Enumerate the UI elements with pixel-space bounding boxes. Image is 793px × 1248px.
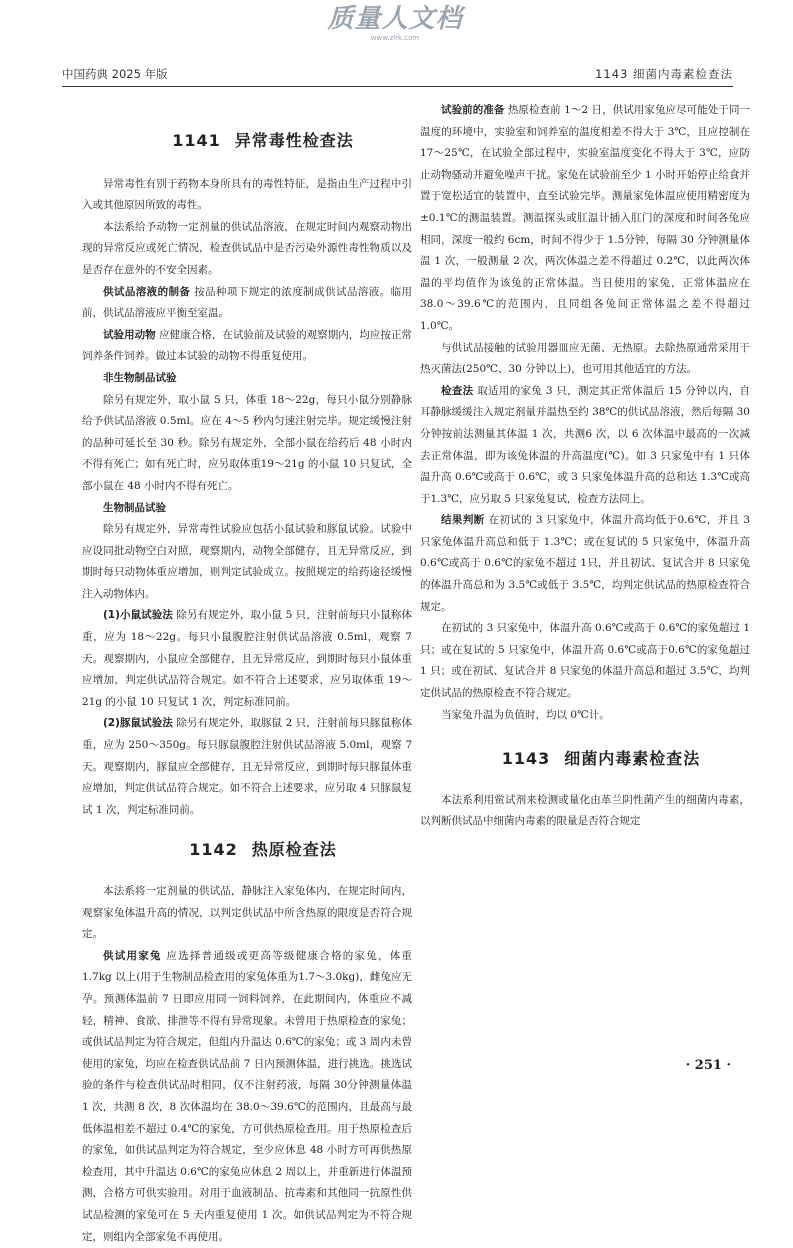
paragraph-text: 在初试的 3 只家兔中，体温升高均低于0.6℃，并且 3 只家兔体温升高总和低于 1.3℃；或在复试的 5 只家兔中，体温升高 0.6℃或高于 0.6℃的家兔不超过 1只，并且初试、复试合并 8 只家兔的体温升高总和为 3.5℃或低于 3.5℃，均判定供试品的热原检查符合规定。	[420, 514, 750, 613]
paragraph: 除另有规定外，取小鼠 5 只，体重 18～22g，每只小鼠分别静脉给予供试品溶液 0.5ml。应在 4～5 秒内匀速注射完毕。规定缓慢注射的品种可延长至 30 秒。除另有规定外，全部小鼠在给药后 48 小时内不得有死亡；如有死亡时，应另取体重19～21g 的小鼠 10 只复试，全部小鼠在 48 小时内不得有死亡。	[82, 393, 412, 492]
header-section-title: 1143 细菌内毒素检查法	[595, 67, 733, 81]
page-number: · 251 ·	[685, 1058, 731, 1073]
paragraph: 本法系利用鲎试剂来检测或量化由革兰阴性菌产生的细菌内毒素，以判断供试品中细菌内毒素的限量是否符合规定	[420, 793, 750, 828]
paragraph	[82, 282, 412, 325]
paragraph: 异常毒性有别于药物本身所具有的毒性特征，是指由生产过程中引入或其他原因所致的毒性。	[82, 177, 412, 212]
section-number: 1141	[172, 131, 221, 150]
paragraph-text: 取适用的家兔 3 只，测定其正常体温后 15 分钟以内，自耳静脉缓缓注入规定剂量并温热至约 38℃的供试品溶液，然后每隔 30 分钟按前法测量其体温 1 次，共测6 次，以 6 次体温中最高的一次减去正常体温，即为该兔体温的升高温度(℃)。如 3 只家兔中有 1 只体温升高 0.6℃或高于 0.6℃，或 3 只家兔体温升高的总和达 1.3℃或高于1.3℃，应另取 5 只家兔复试，检查方法同上。	[420, 384, 750, 505]
section-number: 1142	[189, 840, 238, 860]
paragraph-heading: 供试品溶液的制备	[103, 285, 191, 298]
paragraph-heading: (2)豚鼠试验法	[103, 717, 173, 730]
section-title: 细菌内毒素检查法	[564, 749, 701, 769]
watermark-logo	[320, 4, 470, 46]
subheading: 生物制品试验	[103, 501, 166, 514]
paragraph	[420, 510, 750, 618]
paragraph-heading: 试验用动物	[103, 328, 156, 341]
paragraph: 本法系将一定剂量的供试品，静脉注入家兔体内，在规定时间内，观察家兔体温升高的情况，以判定供试品中所含热原的限度是否符合规定。	[82, 885, 412, 941]
paragraph-heading: 试验前的准备	[441, 104, 505, 116]
paragraph-text: 按品种项下规定的浓度制成供试品溶液。临用前，供试品溶液应平衡至室温。	[82, 285, 413, 320]
section-1143-heading	[420, 748, 750, 770]
paragraph-heading: (1)小鼠试验法	[103, 609, 173, 622]
section-1142-heading	[82, 839, 412, 861]
paragraph: 在初试的 3 只家兔中，体温升高 0.6℃或高于 0.6℃的家兔超过 1 只；或在复试的 5 只家兔中，体温升高 0.6℃或高于0.6℃的家兔超过 1 只；或在初试、复试合并 8 只家兔的体温升高总和超过 3.5℃，均判定供试品的热原检查不符合规定。	[420, 622, 750, 700]
paragraph: 当家兔升温为负值时，均以 0℃计。	[441, 708, 610, 721]
paragraph: 与供试品接触的试验用器皿应无菌、无热原。去除热原通常采用干热灭菌法(250℃、30 分钟以上)，也可用其他适宜的方法。	[420, 341, 750, 376]
paragraph-text: 应选择普通级或更高等级健康合格的家兔，体重 1.7kg 以上(用于生物制品检查用的家兔体重为1.7～3.0kg)，雌兔应无孕。预测体温前 7 日即应用同一饲料饲养，在此期间内，体重应不减轻，精神、食欲、排泄等不得有异常现象。未曾用于热原检查的家兔；或供试品判定为符合规定，但组内升温达 0.6℃的家兔；或 3 周内未曾使用的家兔，均应在检查供试品前 7 日内预测体温，进行挑选。挑选试验的条件与检查供试品时相同，仅不注射药液，每隔 30分钟测量体温 1 次，共测 8 次，8 次体温均在 38.0～39.6℃的范围内，且最高与最低体温相差不超过 0.4℃的家兔，方可供热原检查用。用于热原检查后的家兔，如供试品判定为符合规定，至少应休息 48 小时方可再供热原检查用，其中升温达 0.6℃的家兔应休息 2 周以上，并重新进行体温预测，合格方可供实验用。对用于血液制品、抗毒素和其他同一抗原性供试品检测的家兔可在 5 天内重复使用 1 次。如供试品判定为不符合规定，则组内全部家兔不再使用。	[82, 949, 412, 1243]
section-title: 异常毒性检查法	[234, 131, 354, 150]
watermark-main-text: 质量人文档	[327, 4, 463, 34]
paragraph	[420, 381, 750, 511]
paragraph	[420, 100, 750, 338]
paragraph	[82, 325, 412, 368]
watermark-url: www.zlrk.com	[370, 34, 420, 42]
paragraph-heading: 供试用家兔	[103, 949, 162, 962]
paragraph: 本法系给予动物一定剂量的供试品溶液，在规定时间内观察动物出现的异常反应或死亡情况，检查供试品中是否污染外源性毒性物质以及是否存在意外的不安全因素。	[82, 220, 412, 276]
section-1141-heading	[82, 130, 412, 152]
left-column	[82, 96, 412, 1248]
paragraph	[82, 713, 412, 821]
paragraph-text: 除另有规定外，取小鼠 5 只，注射前每只小鼠称体重，应为 18～22g。每只小鼠腹腔注射供试品溶液 0.5ml，观察 7 天。观察期内，小鼠应全部健存，且无异常反应，到期时每只小鼠体重应增加，判定供试品符合规定。如不符合上述要求，应另取体重 19～21g 的小鼠 10 只复试 1 次，判定标准同前。	[82, 609, 412, 708]
paragraph-text: 热原检查前 1～2 日，供试用家兔应尽可能处于同一温度的环境中，实验室和饲养室的温度相差不得大于 3℃，且应控制在 17～25℃，在试验全部过程中，实验室温度变化不得大于 3℃，应防止动物骚动并避免噪声干扰。家兔在试验前至少 1 小时开始停止给食并置于宽松适宜的装置中，直至试验完毕。测量家兔体温应使用精密度为±0.1℃的测温装置。测温探头或肛温计插入肛门的深度和时间各兔应相同，深度一般约 6cm，时间不得少于 1.5分钟，每隔 30 分钟测量体温 1 次，一般测量 2 次，两次体温之差不得超过 0.2℃，以此两次体温的平均值作为该兔的正常体温。当日使用的家兔，正常体温应在 38.0～39.6℃的范围内，且同组各兔间正常体温之差不得超过 1.0℃。	[420, 104, 751, 332]
paragraph	[82, 946, 412, 1248]
paragraph-text: 应健康合格，在试验前及试验的观察期内，均应按正常饲养条件饲养。做过本试验的动物不得重复使用。	[82, 328, 412, 363]
page-header	[62, 64, 733, 87]
paragraph-heading: 检查法	[441, 384, 474, 397]
paragraph	[82, 605, 412, 713]
section-number: 1143	[501, 749, 551, 769]
subheading: 非生物制品试验	[103, 371, 177, 384]
header-book-title: 中国药典 2025 年版	[62, 67, 168, 81]
paragraph-text: 除另有规定外，取豚鼠 2 只，注射前每只豚鼠称体重，应为 250～350g。每只豚鼠腹腔注射供试品溶液 5.0ml，观察 7 天。观察期内，豚鼠应全部健存，且无异常反应，到期时每只豚鼠体重应增加，判定供试品符合规定。如不符合上述要求，应另取 4 只豚鼠复试 1 次，判定标准同前。	[82, 717, 412, 816]
right-column	[420, 100, 750, 833]
paragraph: 除另有规定外，异常毒性试验应包括小鼠试验和豚鼠试验。试验中应设同批动物空白对照，观察期内，动物全部健存，且无异常反应，到期时每只动物体重应增加，则判定试验成立。按照规定的给药途径缓慢注入动物体内。	[82, 523, 412, 600]
paragraph-heading: 结果判断	[441, 514, 485, 527]
section-title: 热原检查法	[251, 840, 337, 860]
